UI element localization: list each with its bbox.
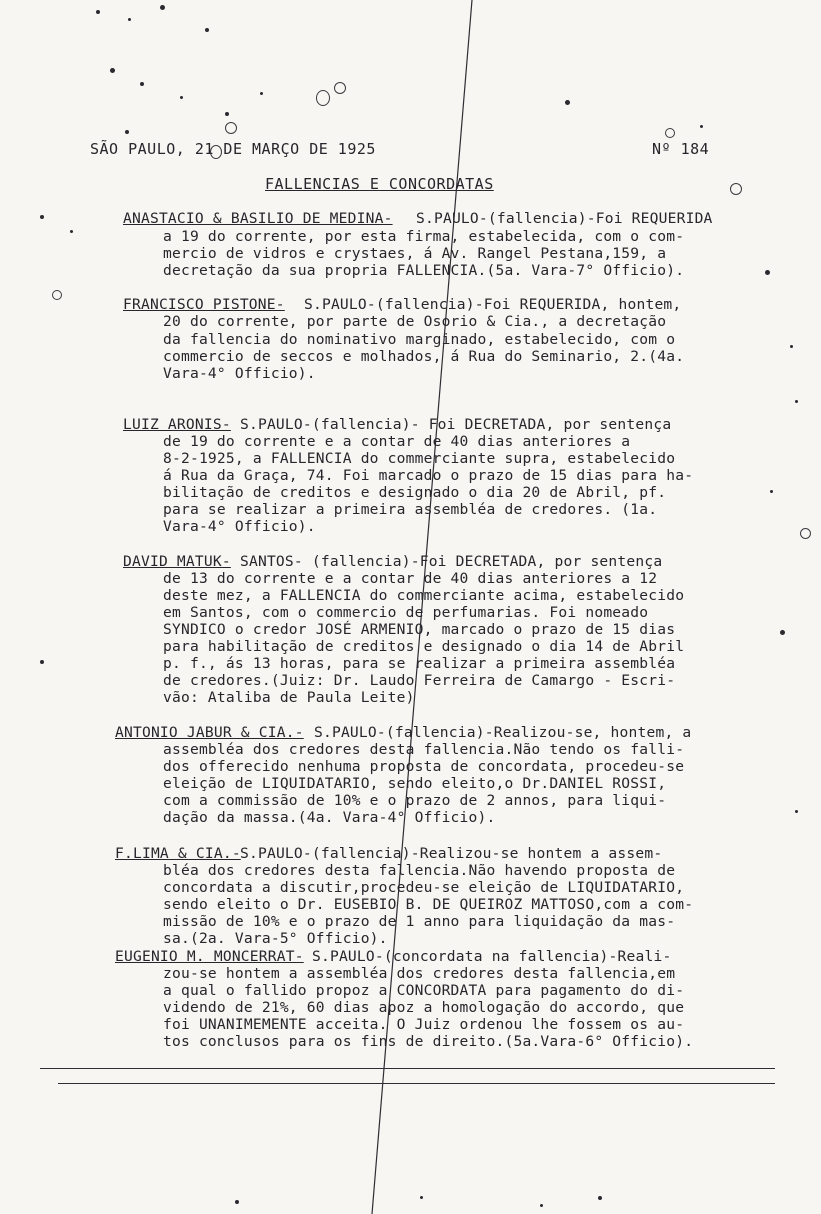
entry-line: á Rua da Graça, 74. Foi marcado o prazo de 15 dias para ha-: [163, 467, 694, 484]
entry-line: zou-se hontem a assembléa dos credores desta fallencia,em: [163, 965, 676, 982]
entry-line: 8-2-1925, a FALLENCIA do commerciante supra, estabelecido: [163, 450, 676, 467]
entry-line: SYNDICO o credor JOSÉ ARMENIO, marcado o prazo de 15 dias: [163, 621, 676, 638]
entry-line: tos conclusos para os fins de direito.(5a.Vara-6° Officio).: [163, 1033, 694, 1050]
entry-line: para se realizar a primeira assembléa de credores. (1a.: [163, 501, 658, 518]
entry-line: videndo de 21%, 60 dias apoz a homologação do accordo, que: [163, 999, 685, 1016]
entry-line: bléa dos credores desta fallencia.Não havendo proposta de: [163, 862, 676, 879]
entry-head: ANTONIO JABUR & CIA.-: [115, 724, 304, 741]
entry-line: assembléa dos credores desta fallencia.Não tendo os falli-: [163, 741, 685, 758]
entry-line: de credores.(Juiz: Dr. Laudo Ferreira de Camargo - Escri-: [163, 672, 676, 689]
document-number: Nº 184: [652, 140, 710, 158]
entry-line: para habilitação de creditos e designado o dia 14 de Abril: [163, 638, 685, 655]
entry-line: p. f., ás 13 horas, para se realizar a primeira assembléa: [163, 655, 676, 672]
page-title: FALLENCIAS E CONCORDATAS: [265, 175, 494, 193]
entry-line: de 19 do corrente e a contar de 40 dias anteriores a: [163, 433, 631, 450]
entry-line: dos offerecido nenhuma proposta de concordata, procedeu-se: [163, 758, 685, 775]
entry-line: a 19 do corrente, por esta firma, estabelecida, com o com-: [163, 228, 685, 245]
entry-line: foi UNANIMEMENTE acceita. O Juiz ordenou lhe fossem os au-: [163, 1016, 685, 1033]
place-date: SÃO PAULO, 21 DE MARÇO DE 1925: [90, 140, 376, 158]
entry-line: S.PAULO-(fallencia)-Foi REQUERIDA: [416, 210, 713, 227]
entry-line: Vara-4° Officio).: [163, 518, 316, 535]
closing-rule-top: [40, 1068, 775, 1069]
entry-line: da fallencia do nominativo marginado, estabelecido, com o: [163, 331, 676, 348]
entry-head: DAVID MATUK-: [123, 553, 231, 570]
entry-line: missão de 10% e o prazo de 1 anno para liquidação da mas-: [163, 913, 676, 930]
entry-line: dação da massa.(4a. Vara-4° Officio).: [163, 809, 496, 826]
entry-head: EUGENIO M. MONCERRAT-: [115, 948, 304, 965]
entry-line: S.PAULO-(fallencia)- Foi DECRETADA, por sentença: [231, 416, 672, 433]
entry-line: vão: Ataliba de Paula Leite): [163, 689, 415, 706]
entry-line: S.PAULO-(fallencia)-Foi REQUERIDA, hontem,: [295, 296, 682, 313]
entry-line: concordata a discutir,procedeu-se eleição de LIQUIDATARIO,: [163, 879, 685, 896]
entry-line: sa.(2a. Vara-5° Officio).: [163, 930, 388, 947]
entry-head: F.LIMA & CIA.-: [115, 845, 241, 862]
entry-line: bilitação de creditos e designado o dia 20 de Abril, pf.: [163, 484, 667, 501]
entry-line: com a commissão de 10% e o prazo de 2 annos, para liqui-: [163, 792, 667, 809]
entry-line: eleição de LIQUIDATARIO, sendo eleito,o Dr.DANIEL ROSSI,: [163, 775, 667, 792]
entry-line: mercio de vidros e crystaes, á Av. Rangel Pestana,159, a: [163, 245, 667, 262]
entry-line: S.PAULO-(concordata na fallencia)-Reali-: [303, 948, 672, 965]
entry-line: sendo eleito o Dr. EUSEBIO B. DE QUEIROZ MATTOSO,com a com-: [163, 896, 694, 913]
entry-line: a qual o fallido propoz a CONCORDATA para pagamento do di-: [163, 982, 685, 999]
entry-line: S.PAULO-(fallencia)-Realizou-se, hontem, a: [305, 724, 692, 741]
entry-head: FRANCISCO PISTONE-: [123, 296, 285, 313]
entry-line: decretação da sua propria FALLENCIA.(5a. Vara-7° Officio).: [163, 262, 685, 279]
entry-line: de 13 do corrente e a contar de 40 dias anteriores a 12: [163, 570, 658, 587]
entry-line: deste mez, a FALLENCIA do commerciante acima, estabelecido: [163, 587, 685, 604]
entry-line: commercio de seccos e molhados, á Rua do Seminario, 2.(4a.: [163, 348, 685, 365]
entry-line: SANTOS- (fallencia)-Foi DECRETADA, por sentença: [231, 553, 663, 570]
entry-line: em Santos, com o commercio de perfumarias. Foi nomeado: [163, 604, 649, 621]
entry-line: 20 do corrente, por parte de Osorio & Cia., a decretação: [163, 313, 667, 330]
entry-line: Vara-4° Officio).: [163, 365, 316, 382]
entry-line: S.PAULO-(fallencia)-Realizou-se hontem a assem-: [240, 845, 663, 862]
entry-head: LUIZ ARONIS-: [123, 416, 231, 433]
closing-rule-bottom: [58, 1083, 775, 1084]
entry-head: ANASTACIO & BASILIO DE MEDINA-: [123, 210, 393, 227]
